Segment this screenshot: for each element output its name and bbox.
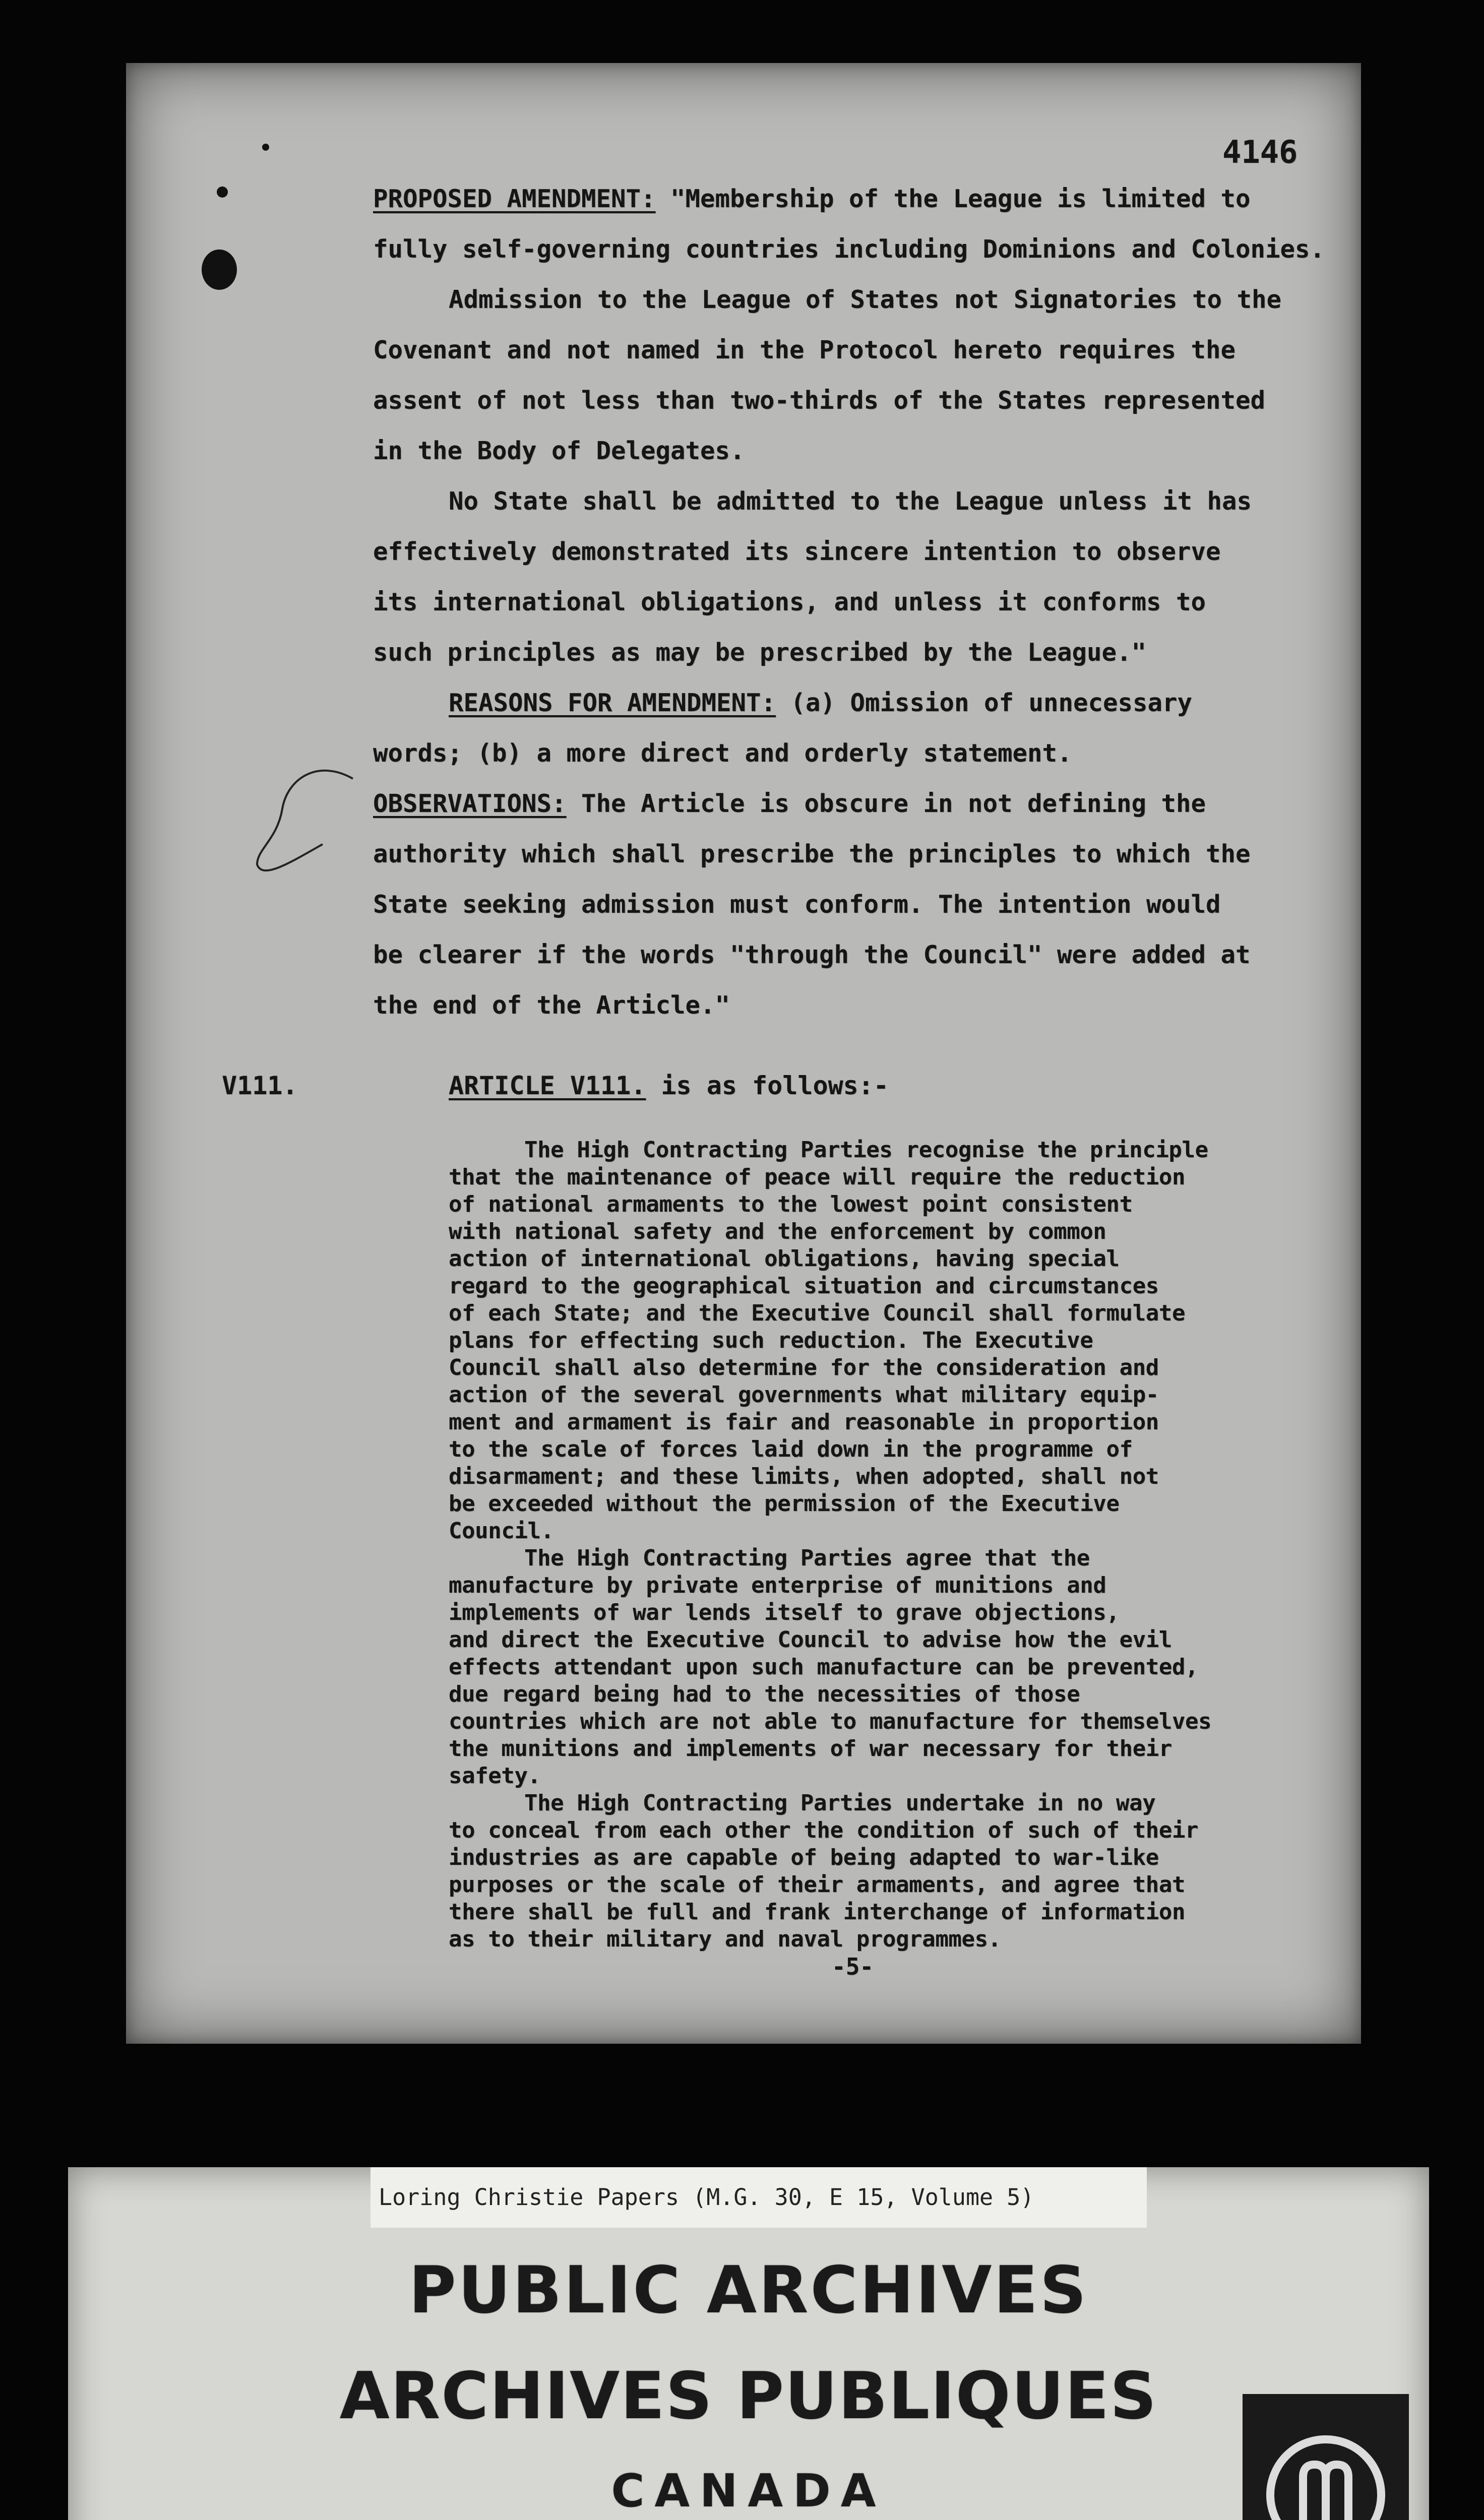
document-page [126,63,1361,2044]
quoted-article-text [449,1137,1346,1953]
page-number: 4146 [1222,134,1298,170]
article-intro [449,1071,889,1100]
quote-line: and direct the Executive Council to advise how the evil [449,1627,1172,1653]
quote-line: there shall be full and frank interchange of information [449,1899,1186,1925]
quote-line: to conceal from each other the condition of such of their [449,1817,1199,1843]
text-line [373,728,1381,779]
quote-line: effects attendant upon such manufacture can be prevented, [449,1654,1199,1680]
quote-line: of national armaments to the lowest point consistent [449,1191,1133,1217]
quote-line: with national safety and the enforcement by common [449,1219,1106,1244]
quote-line: The High Contracting Parties undertake in no way [524,1790,1156,1816]
archive-title-french: ARCHIVES PUBLIQUES [339,2359,1158,2434]
archive-card [68,2167,1429,2520]
section-heading: OBSERVATIONS: [373,789,567,818]
text-segment: "Membership of the League is limited to [655,184,1251,213]
text-segment: authority which shall prescribe the principles to which the [373,840,1251,868]
text-line [373,577,1381,627]
text-line [373,476,1381,527]
quote-line: implements of war lends itself to grave objections, [449,1600,1120,1625]
text-segment: in the Body of Delegates. [373,436,745,465]
text-segment: its international obligations, and unless it conforms to [373,588,1206,616]
text-line [373,174,1381,224]
quote-line: due regard being had to the necessities of those [449,1681,1080,1707]
quote-line: to the scale of forces laid down in the programme of [449,1436,1133,1462]
quote-line: Council shall also determine for the consideration and [449,1355,1159,1380]
text-line [373,325,1381,375]
text-segment: State seeking admission must conform. The intention would [373,890,1221,919]
text-segment: be clearer if the words "through the Council" were added at [373,940,1251,969]
footer-page-number: -5- [832,1953,874,1980]
text-line [373,527,1381,577]
quote-line: that the maintenance of peace will require the reduction [449,1164,1186,1190]
quote-line: of each State; and the Executive Council shall formulate [449,1300,1186,1326]
text-segment: the end of the Article." [373,991,730,1020]
text-segment: words; (b) a more direct and orderly statement. [373,739,1072,768]
text-line [373,779,1381,829]
quote-line: The High Contracting Parties recognise the principle [524,1137,1208,1163]
quote-line: be exceeded without the permission of the Executive [449,1491,1120,1517]
text-line [373,930,1381,980]
text-segment: assent of not less than two-thirds of the States represented [373,386,1266,415]
text-segment: Covenant and not named in the Protocol hereto requires the [373,336,1236,364]
quote-line: ment and armament is fair and reasonable in proportion [449,1409,1159,1435]
text-segment: fully self-governing countries including Dominions and Colonies. [373,235,1325,264]
quote-line: as to their military and naval programmes. [449,1926,1001,1952]
text-segment: The Article is obscure in not defining the [566,789,1206,818]
quote-line: The High Contracting Parties agree that the [524,1545,1090,1571]
quote-line: countries which are not able to manufacture for themselves [449,1709,1212,1734]
text-line [373,426,1381,476]
text-line [373,829,1381,879]
text-line [373,375,1381,426]
ink-speck [262,144,269,151]
text-segment: Admission to the League of States not Signatories to the [449,285,1282,314]
section-heading: PROPOSED AMENDMENT: [373,184,656,213]
reference-label: Loring Christie Papers (M.G. 30, E 15, Volume 5) [370,2167,1147,2228]
text-line [373,224,1381,275]
text-segment: (a) Omission of unnecessary [776,688,1193,717]
text-line [373,275,1381,325]
quote-line: regard to the geographical situation and circumstances [449,1273,1159,1299]
quote-line: the munitions and implements of war necessary for their [449,1736,1172,1761]
ink-speck [217,186,228,198]
quote-line: disarmament; and these limits, when adopted, shall not [449,1464,1159,1489]
text-line [373,879,1381,930]
archives-logo-icon [1243,2394,1409,2520]
text-line [373,980,1381,1031]
amendment-text [373,174,1381,1031]
quote-line: safety. [449,1763,541,1789]
quote-line: Council. [449,1518,554,1544]
quote-line: manufacture by private enterprise of munitions and [449,1572,1106,1598]
text-segment: such principles as may be prescribed by the League." [373,638,1147,667]
margin-article-number: V111. [222,1071,298,1100]
text-segment: No State shall be admitted to the League unless it has [449,487,1252,516]
archive-country: CANADA [611,2465,886,2517]
quote-line: action of the several governments what military equip- [449,1382,1159,1408]
quote-line: purposes or the scale of their armaments, and agree that [449,1872,1186,1898]
punch-hole [202,249,237,290]
quote-line: action of international obligations, having special [449,1246,1120,1272]
section-heading: REASONS FOR AMENDMENT: [449,688,776,717]
text-line [373,678,1381,728]
article-intro-label: ARTICLE V111. [449,1071,646,1100]
pencil-bracket-mark [247,764,398,895]
text-segment: effectively demonstrated its sincere intention to observe [373,537,1221,566]
text-line [373,627,1381,678]
quote-line: industries as are capable of being adapted to war-like [449,1845,1159,1870]
archive-title-english: PUBLIC ARCHIVES [409,2253,1088,2328]
quote-line: plans for effecting such reduction. The Executive [449,1328,1093,1353]
article-intro-rest: is as follows:- [646,1071,889,1100]
